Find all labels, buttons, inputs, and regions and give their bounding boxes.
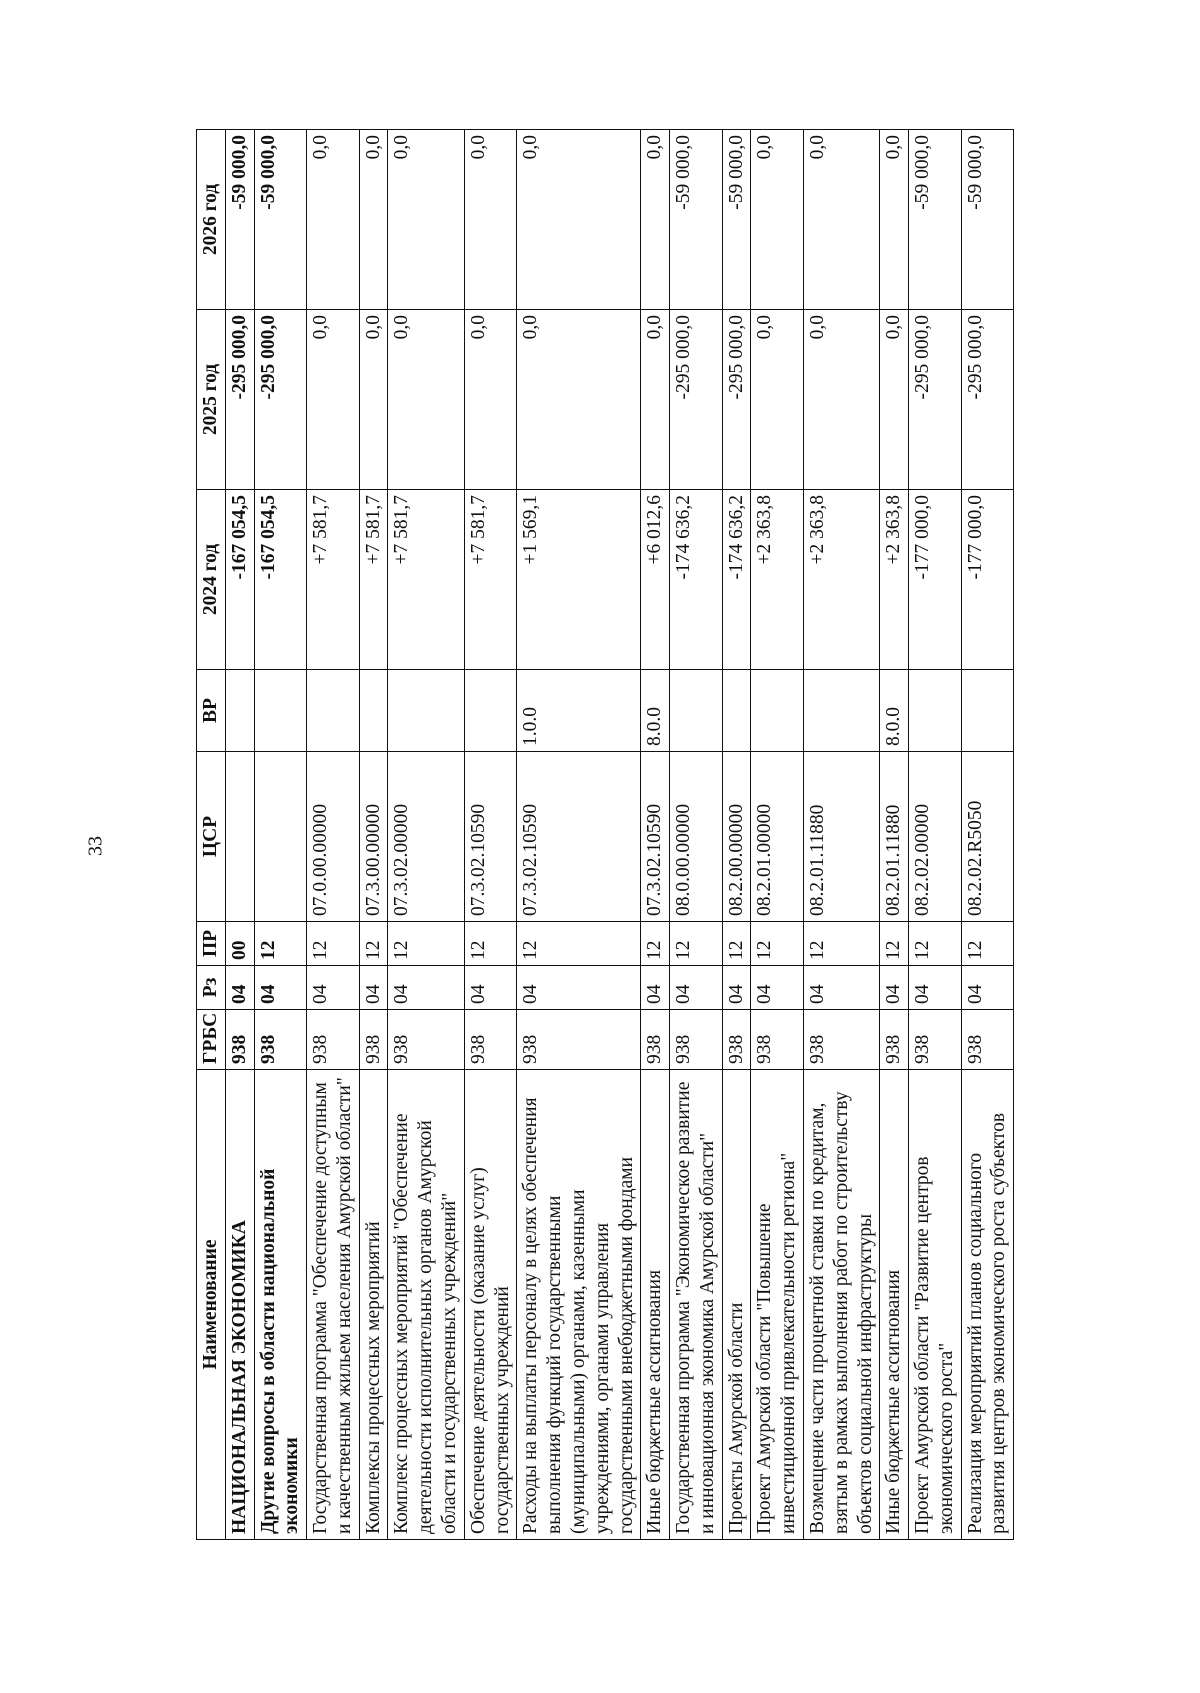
cell-csr [254, 752, 307, 922]
cell-2026: 0,0 [880, 130, 909, 310]
cell-2026: 0,0 [641, 130, 670, 310]
cell-2024: -167 054,5 [225, 490, 254, 670]
table-row [641, 130, 670, 1540]
cell-csr: 08.0.00.00000 [670, 752, 723, 922]
cell-2025: 0,0 [751, 310, 804, 490]
cell-grbs: 938 [307, 1010, 360, 1070]
cell-name: Проект Амурской области "Повышение инвестиционной привлекательности региона" [751, 1070, 804, 1540]
cell-name: Возмещение части процентной ставки по кредитам, взятым в рамках выполнения работ по строительству объектов социальной инфраструктуры [803, 1070, 879, 1540]
cell-name: Расходы на выплаты персоналу в целях обеспечения выполнения функций государственными (муниципальными) органами, казенными учреждениями, органами управления государственными внебюджетными фондами [517, 1070, 641, 1540]
cell-2025: -295 000,0 [961, 310, 1014, 490]
cell-vr [254, 670, 307, 752]
cell-rz: 04 [388, 966, 464, 1010]
cell-2026: -59 000,0 [961, 130, 1014, 310]
cell-name: Реализация мероприятий планов социального развития центров экономического роста субъектов [961, 1070, 1014, 1540]
table-row [464, 130, 517, 1540]
cell-rz: 04 [909, 966, 962, 1010]
cell-vr [388, 670, 464, 752]
page-number: 33 [84, 836, 107, 856]
cell-pr: 12 [880, 922, 909, 966]
cell-grbs: 938 [225, 1010, 254, 1070]
cell-vr [803, 670, 879, 752]
cell-pr: 12 [359, 922, 388, 966]
cell-rz: 04 [961, 966, 1014, 1010]
cell-pr: 12 [751, 922, 804, 966]
table-row [803, 130, 879, 1540]
cell-grbs: 938 [464, 1010, 517, 1070]
cell-name: Комплекс процессных мероприятий "Обеспечение деятельности исполнительных органов Амурской области и государственных учреждений" [388, 1070, 464, 1540]
cell-pr: 12 [254, 922, 307, 966]
cell-2024: -174 636,2 [722, 490, 751, 670]
cell-2024: +2 363,8 [751, 490, 804, 670]
cell-rz: 04 [751, 966, 804, 1010]
cell-2024: +7 581,7 [464, 490, 517, 670]
cell-2024: -174 636,2 [670, 490, 723, 670]
header-rz: Рз [197, 966, 226, 1010]
cell-csr: 07.3.00.00000 [359, 752, 388, 922]
cell-2024: -177 000,0 [909, 490, 962, 670]
table-row [388, 130, 464, 1540]
cell-pr: 12 [722, 922, 751, 966]
cell-rz: 04 [670, 966, 723, 1010]
cell-name: Комплексы процессных мероприятий [359, 1070, 388, 1540]
header-2024: 2024 год [197, 490, 226, 670]
cell-vr [307, 670, 360, 752]
cell-2024: +6 012,6 [641, 490, 670, 670]
cell-csr: 08.2.01.00000 [751, 752, 804, 922]
cell-vr [961, 670, 1014, 752]
cell-pr: 00 [225, 922, 254, 966]
cell-2025: 0,0 [803, 310, 879, 490]
cell-2025: 0,0 [517, 310, 641, 490]
cell-vr [909, 670, 962, 752]
table-row [225, 130, 254, 1540]
table-row [880, 130, 909, 1540]
cell-2024: +2 363,8 [880, 490, 909, 670]
cell-2025: -295 000,0 [909, 310, 962, 490]
header-grbs: ГРБС [197, 1010, 226, 1070]
cell-2025: 0,0 [359, 310, 388, 490]
cell-rz: 04 [880, 966, 909, 1010]
cell-2026: -59 000,0 [670, 130, 723, 310]
cell-2024: +7 581,7 [388, 490, 464, 670]
cell-2025: 0,0 [307, 310, 360, 490]
cell-2024: -167 054,5 [254, 490, 307, 670]
cell-csr: 08.2.02.00000 [909, 752, 962, 922]
cell-rz: 04 [803, 966, 879, 1010]
header-csr: ЦСР [197, 752, 226, 922]
cell-vr [751, 670, 804, 752]
cell-pr: 12 [307, 922, 360, 966]
cell-name: Иные бюджетные ассигнования [641, 1070, 670, 1540]
cell-grbs: 938 [751, 1010, 804, 1070]
cell-2025: -295 000,0 [225, 310, 254, 490]
cell-grbs: 938 [880, 1010, 909, 1070]
cell-vr [722, 670, 751, 752]
cell-name: Другие вопросы в области национальной экономики [254, 1070, 307, 1540]
cell-rz: 04 [359, 966, 388, 1010]
cell-vr [464, 670, 517, 752]
cell-rz: 04 [225, 966, 254, 1010]
cell-csr: 07.3.02.10590 [464, 752, 517, 922]
cell-2026: 0,0 [359, 130, 388, 310]
cell-2024: +1 569,1 [517, 490, 641, 670]
cell-vr [670, 670, 723, 752]
cell-2025: 0,0 [464, 310, 517, 490]
cell-2024: -177 000,0 [961, 490, 1014, 670]
cell-2026: 0,0 [751, 130, 804, 310]
cell-csr: 08.2.02.R5050 [961, 752, 1014, 922]
cell-2026: 0,0 [307, 130, 360, 310]
cell-rz: 04 [307, 966, 360, 1010]
table-row [722, 130, 751, 1540]
table-row [254, 130, 307, 1540]
table-row [751, 130, 804, 1540]
cell-vr [225, 670, 254, 752]
cell-name: Проекты Амурской области [722, 1070, 751, 1540]
cell-name: Государственная программа "Экономическое развитие и инновационная экономика Амурской области" [670, 1070, 723, 1540]
cell-2024: +2 363,8 [803, 490, 879, 670]
cell-csr: 08.2.00.00000 [722, 752, 751, 922]
header-2026: 2026 год [197, 130, 226, 310]
cell-csr: 07.3.02.10590 [641, 752, 670, 922]
table-row [517, 130, 641, 1540]
header-name: Наименование [197, 1070, 226, 1540]
cell-rz: 04 [464, 966, 517, 1010]
cell-2026: 0,0 [464, 130, 517, 310]
cell-pr: 12 [641, 922, 670, 966]
cell-2026: 0,0 [388, 130, 464, 310]
table-row [307, 130, 360, 1540]
cell-name: Иные бюджетные ассигнования [880, 1070, 909, 1540]
cell-grbs: 938 [722, 1010, 751, 1070]
cell-name: Государственная программа "Обеспечение доступным и качественным жильем населения Амурской области" [307, 1070, 360, 1540]
cell-pr: 12 [388, 922, 464, 966]
cell-name: НАЦИОНАЛЬНАЯ ЭКОНОМИКА [225, 1070, 254, 1540]
cell-2026: -59 000,0 [722, 130, 751, 310]
table-body [225, 130, 1013, 1540]
cell-grbs: 938 [961, 1010, 1014, 1070]
cell-pr: 12 [464, 922, 517, 966]
cell-pr: 12 [961, 922, 1014, 966]
header-vr: ВР [197, 670, 226, 752]
budget-table [196, 129, 1014, 1540]
cell-2026: 0,0 [517, 130, 641, 310]
cell-pr: 12 [670, 922, 723, 966]
cell-name: Обеспечение деятельности (оказание услуг) государственных учреждений [464, 1070, 517, 1540]
cell-2025: 0,0 [641, 310, 670, 490]
cell-grbs: 938 [254, 1010, 307, 1070]
table-row [961, 130, 1014, 1540]
cell-vr: 1.0.0 [517, 670, 641, 752]
cell-2025: -295 000,0 [254, 310, 307, 490]
cell-2026: -59 000,0 [909, 130, 962, 310]
cell-pr: 12 [517, 922, 641, 966]
cell-2025: -295 000,0 [670, 310, 723, 490]
cell-vr [359, 670, 388, 752]
cell-2024: +7 581,7 [307, 490, 360, 670]
cell-grbs: 938 [388, 1010, 464, 1070]
cell-csr [225, 752, 254, 922]
cell-csr: 07.3.02.10590 [517, 752, 641, 922]
cell-pr: 12 [909, 922, 962, 966]
cell-grbs: 938 [517, 1010, 641, 1070]
cell-rz: 04 [517, 966, 641, 1010]
cell-grbs: 938 [803, 1010, 879, 1070]
cell-grbs: 938 [359, 1010, 388, 1070]
cell-vr: 8.0.0 [880, 670, 909, 752]
cell-grbs: 938 [641, 1010, 670, 1070]
cell-rz: 04 [722, 966, 751, 1010]
cell-rz: 04 [641, 966, 670, 1010]
table-row [670, 130, 723, 1540]
cell-2026: -59 000,0 [254, 130, 307, 310]
cell-csr: 07.0.00.00000 [307, 752, 360, 922]
rotated-table-wrapper [196, 130, 1014, 1540]
cell-pr: 12 [803, 922, 879, 966]
cell-name: Проект Амурской области "Развитие центров экономического роста" [909, 1070, 962, 1540]
table-row [359, 130, 388, 1540]
cell-grbs: 938 [909, 1010, 962, 1070]
header-pr: ПР [197, 922, 226, 966]
cell-2026: -59 000,0 [225, 130, 254, 310]
cell-grbs: 938 [670, 1010, 723, 1070]
cell-csr: 08.2.01.11880 [803, 752, 879, 922]
cell-vr: 8.0.0 [641, 670, 670, 752]
cell-2025: 0,0 [388, 310, 464, 490]
cell-csr: 07.3.02.00000 [388, 752, 464, 922]
table-header-row [197, 130, 226, 1540]
header-2025: 2025 год [197, 310, 226, 490]
cell-2024: +7 581,7 [359, 490, 388, 670]
cell-rz: 04 [254, 966, 307, 1010]
cell-2025: 0,0 [880, 310, 909, 490]
cell-2025: -295 000,0 [722, 310, 751, 490]
cell-csr: 08.2.01.11880 [880, 752, 909, 922]
cell-2026: 0,0 [803, 130, 879, 310]
table-row [909, 130, 962, 1540]
